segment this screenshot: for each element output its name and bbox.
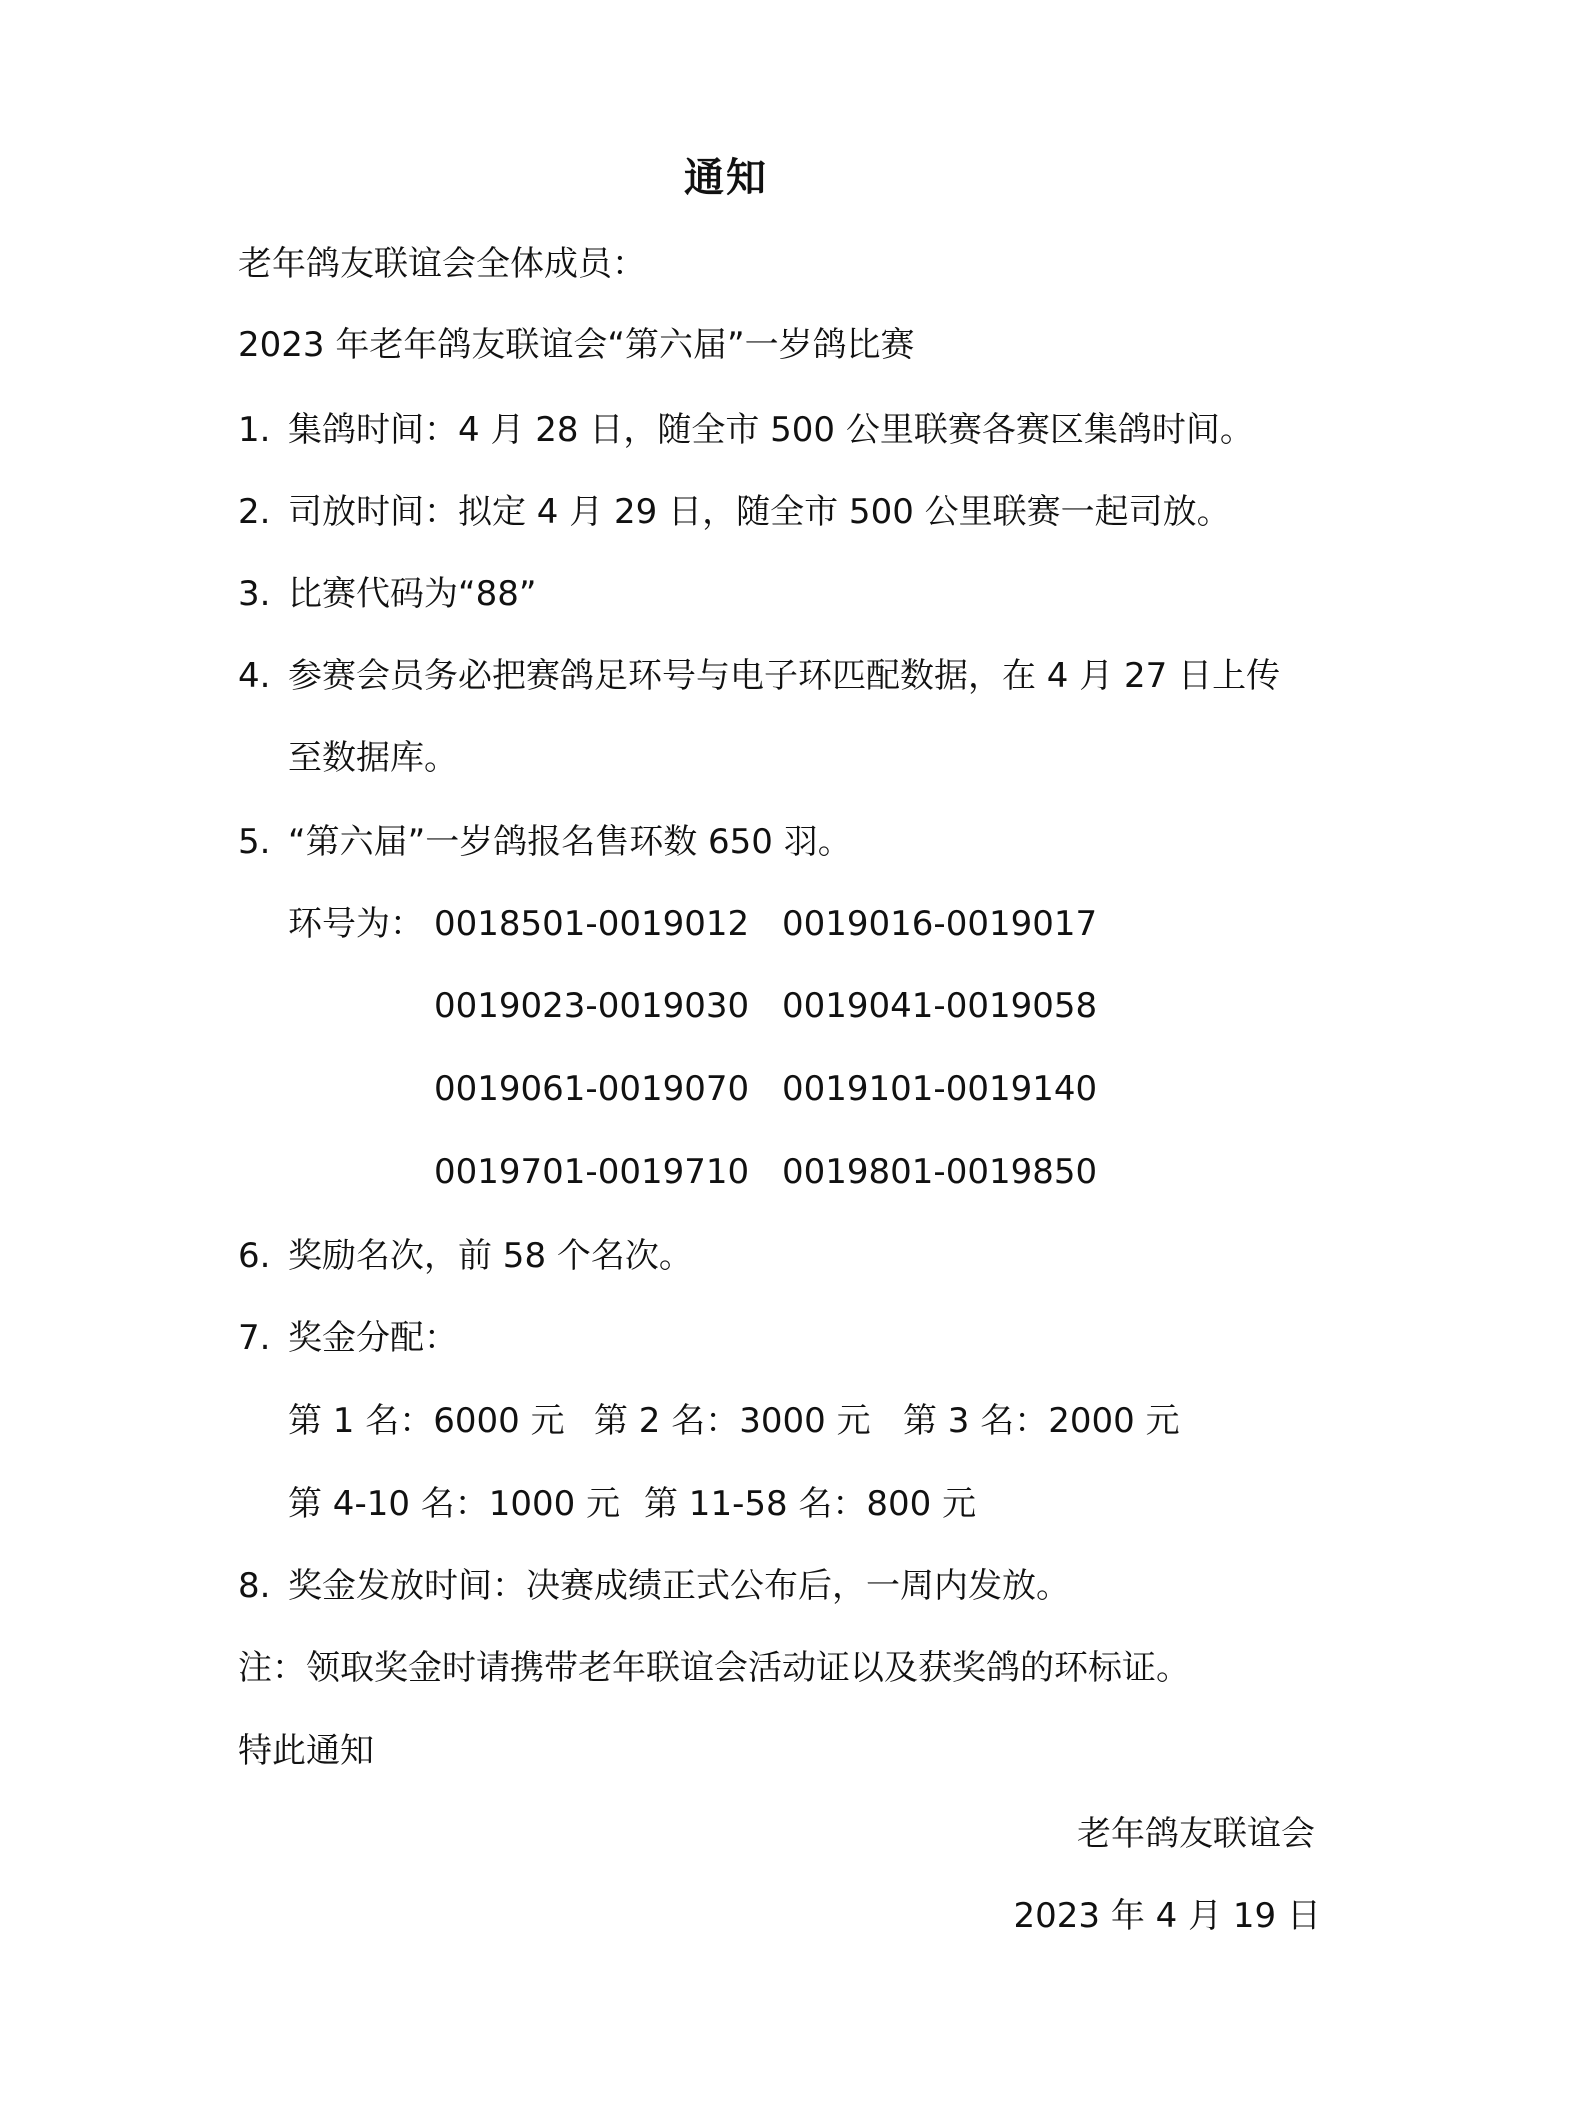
note: 注：领取奖金时请携带老年联谊会活动证以及获奖鸽的环标证。: [238, 1648, 1190, 1688]
ring-range: 0019023-0019030: [434, 986, 750, 1026]
ring-range: 0019041-0019058: [782, 986, 1098, 1026]
prize-entry: 第 3 名：2000 元: [903, 1401, 1180, 1441]
item-text: 司放时间：拟定 4 月 29 日，随全市 500 公里联赛一起司放。: [288, 492, 1231, 532]
item-number: 2.: [238, 492, 271, 532]
prize-entry: 第 1 名：6000 元: [288, 1401, 565, 1441]
item-text: 参赛会员务必把赛鸽足环号与电子环匹配数据，在 4 月 27 日上传: [288, 656, 1281, 696]
item-text: 集鸽时间：4 月 28 日，随全市 500 公里联赛各赛区集鸽时间。: [288, 410, 1254, 450]
item-text: 奖金分配：: [288, 1318, 458, 1358]
ring-range: 0018501-0019012: [434, 904, 750, 944]
signature: 老年鸽友联谊会: [1077, 1814, 1315, 1854]
salutation: 老年鸽友联谊会全体成员：: [238, 244, 646, 284]
prize-entry: 第 4-10 名：1000 元: [288, 1484, 621, 1524]
closing: 特此通知: [238, 1731, 374, 1771]
item-number: 3.: [238, 574, 271, 614]
ring-range: 0019016-0019017: [782, 904, 1098, 944]
ring-range: 0019061-0019070: [434, 1069, 750, 1109]
item-text: 奖金发放时间：决赛成绩正式公布后，一周内发放。: [288, 1566, 1070, 1606]
prize-entry: 第 2 名：3000 元: [594, 1401, 871, 1441]
subject-line: 2023 年老年鸽友联谊会“第六届”一岁鸽比赛: [238, 325, 915, 365]
item-text: 比赛代码为“88”: [288, 574, 537, 614]
item-number: 4.: [238, 656, 271, 696]
item-number: 7.: [238, 1318, 271, 1358]
item-number: 5.: [238, 822, 271, 862]
ring-range: 0019701-0019710: [434, 1152, 750, 1192]
prize-entry: 第 11-58 名：800 元: [644, 1484, 977, 1524]
item-text: “第六届”一岁鸽报名售环数 650 羽。: [288, 822, 852, 862]
item-number: 8.: [238, 1566, 271, 1606]
date: 2023 年 4 月 19 日: [1013, 1896, 1321, 1936]
item-number: 6.: [238, 1236, 271, 1276]
item-text-continued: 至数据库。: [288, 738, 458, 778]
item-text: 奖励名次，前 58 个名次。: [288, 1236, 693, 1276]
ring-range: 0019101-0019140: [782, 1069, 1098, 1109]
ring-range: 0019801-0019850: [782, 1152, 1098, 1192]
item-number: 1.: [238, 410, 271, 450]
document-title: 通知: [684, 155, 768, 201]
ring-label: 环号为：: [288, 904, 424, 944]
